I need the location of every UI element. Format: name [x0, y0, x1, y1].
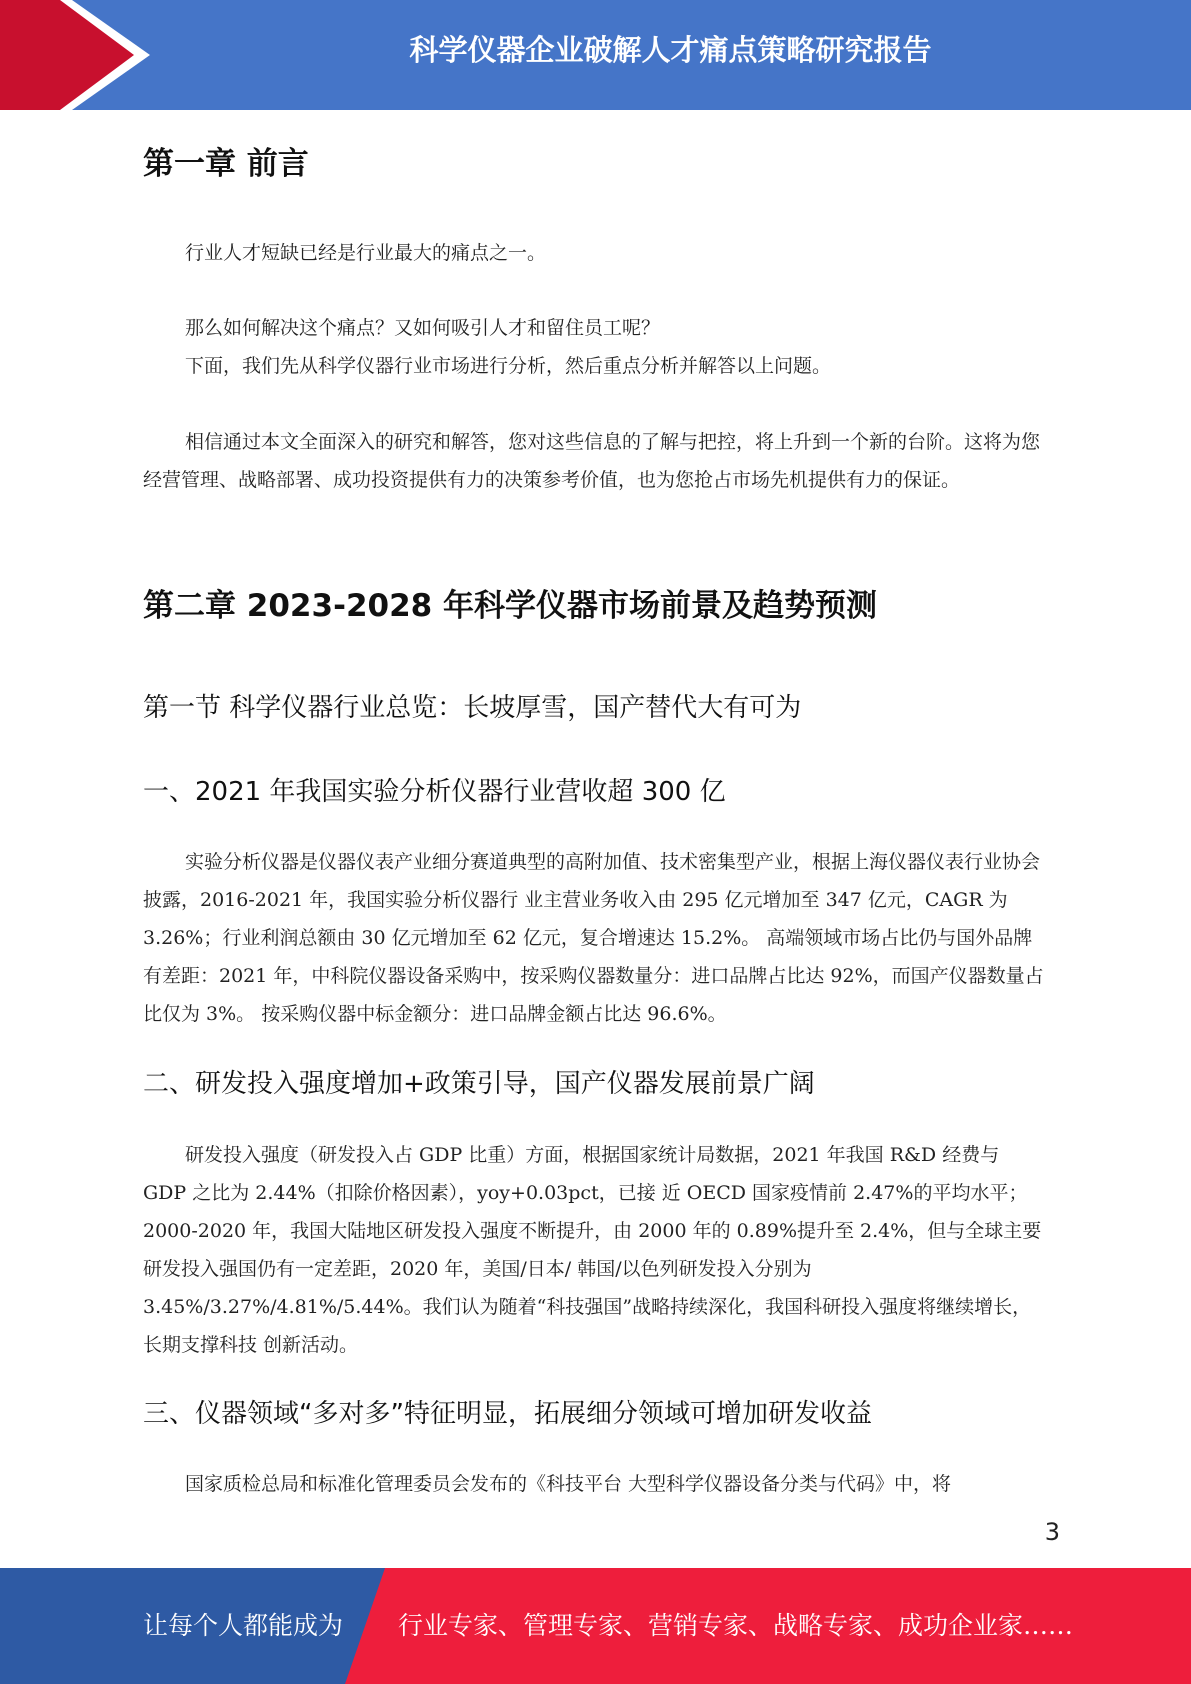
chapter-1-paragraph-3: 下面，我们先从科学仪器行业市场进行分析，然后重点分析并解答以上问题。 — [185, 355, 832, 377]
report-header — [0, 0, 1191, 110]
chapter-1-paragraph-2: 那么如何解决这个痛点？又如何吸引人才和留住员工呢？ — [185, 317, 661, 339]
chapter-2-heading: 第二章 2023-2028 年科学仪器市场前景及趋势预测 — [143, 588, 878, 624]
subsection-1-paragraph: 实验分析仪器是仪器仪表产业细分赛道典型的高附加值、技术密集型产业，根据上海仪器仪表行业协会披露，2016-2021 年，我国实验分析仪器行 业主营业务收入由 295 亿元增加至 347 亿元，CAGR 为 3.26%；行业利润总额由 30 亿元增加至 62 亿元，复合增速达 15.2%。 高端领域市场占比仍与国外品牌有差距：2021 年，中科院仪器设备采购中，按采购仪器数量分：进口品牌占比达 92%，而国产仪器数量占比仅为 3%。 按采购仪器中标金额分：进口品牌金额占比达 96.6%。 — [143, 851, 1044, 1025]
report-title: 科学仪器企业破解人才痛点策略研究报告 — [409, 33, 932, 67]
header-chevron-red — [0, 0, 134, 110]
page-number: 3 — [1044, 1518, 1060, 1546]
subsection-1-heading: 一、2021 年我国实验分析仪器行业营收超 300 亿 — [143, 777, 726, 807]
footer-slogan-left: 让每个人都能成为 — [143, 1611, 344, 1640]
chapter-1-heading: 第一章 前言 — [143, 146, 309, 182]
subsection-3-paragraph: 国家质检总局和标准化管理委员会发布的《科技平台 大型科学仪器设备分类与代码》中，将 — [185, 1473, 952, 1495]
subsection-2-heading: 二、研发投入强度增加+政策引导，国产仪器发展前景广阔 — [143, 1069, 815, 1099]
report-footer — [0, 1568, 1191, 1684]
subsection-3-heading: 三、仪器领域“多对多”特征明显，拓展细分领域可增加研发收益 — [143, 1399, 872, 1429]
subsection-2-paragraph: 研发投入强度（研发投入占 GDP 比重）方面，根据国家统计局数据，2021 年我国 R&D 经费与 GDP 之比为 2.44%（扣除价格因素），yoy+0.03pct，已接 近 OECD 国家疫情前 2.47%的平均水平；2000-2020 年，我国大陆地区研发投入强度不断提升，由 2000 年的 0.89%提升至 2.4%，但与全球主要研发投入强国仍有一定差距，2020 年，美国/日本/ 韩国/以色列研发投入分别为 3.45%/3.27%/4.81%/5.44%。我们认为随着“科技强国”战略持续深化，我国科研投入强度将继续增长，长期支撑科技 创新活动。 — [143, 1144, 1042, 1356]
chapter-1-paragraph-4: 相信通过本文全面深入的研究和解答，您对这些信息的了解与把控，将上升到一个新的台阶。这将为您经营管理、战略部署、成功投资提供有力的决策参考价值，也为您抢占市场先机提供有力的保证。 — [143, 431, 1041, 491]
chapter-1-paragraph-1: 行业人才短缺已经是行业最大的痛点之一。 — [185, 242, 547, 264]
footer-slogan-right: 行业专家、管理专家、营销专家、战略专家、成功企业家…… — [398, 1611, 1074, 1640]
section-1-heading: 第一节 科学仪器行业总览：长坡厚雪，国产替代大有可为 — [143, 693, 802, 723]
